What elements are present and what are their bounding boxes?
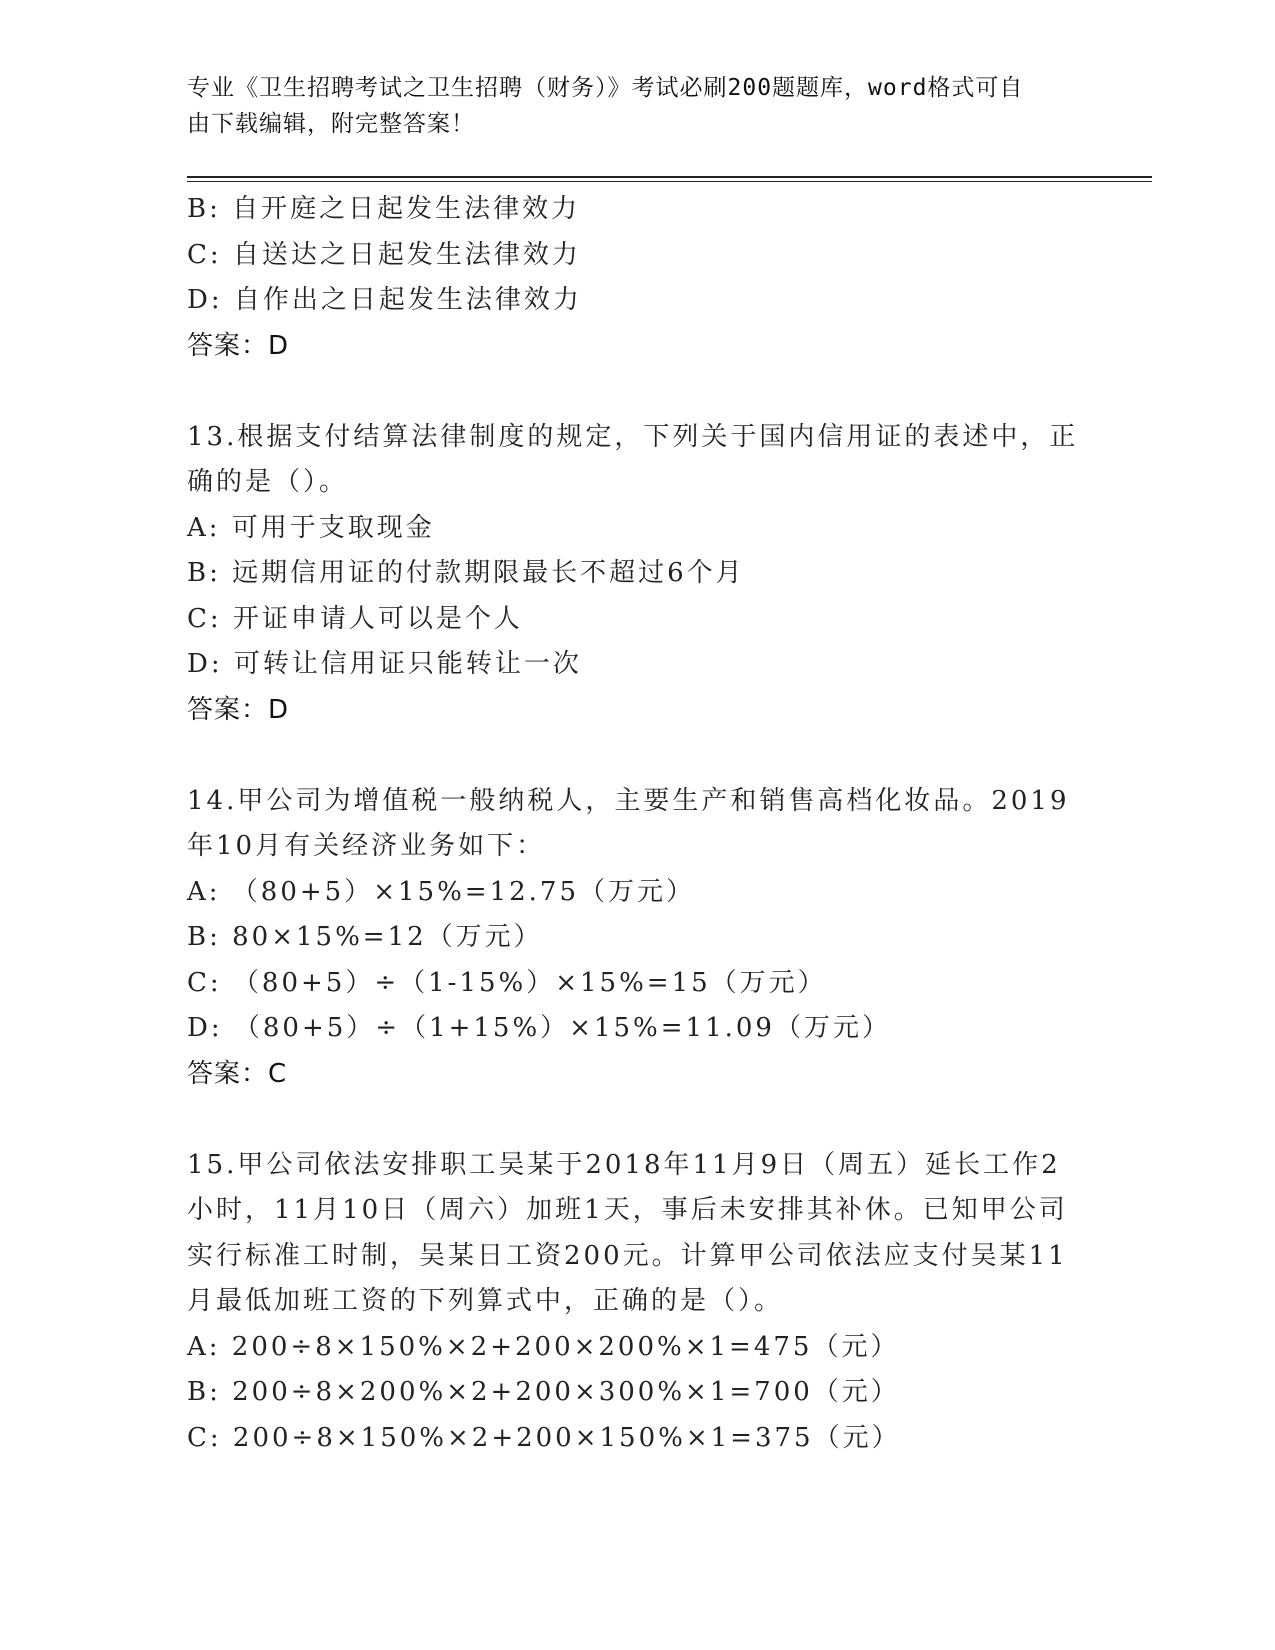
option-b: B: 自开庭之日起发生法律效力 bbox=[187, 194, 581, 224]
question-stem-line: 确的是（）。 bbox=[187, 467, 349, 497]
option-b: B: 80×15%=12（万元） bbox=[187, 922, 543, 952]
spacer bbox=[187, 369, 1087, 415]
option-c: C: 200÷8×150%×2+200×150%×1=375（元） bbox=[187, 1422, 901, 1453]
option-a: A: 200÷8×150%×2+200×200%×1=475（元） bbox=[187, 1331, 900, 1362]
header-line-2: 由下载编辑，附完整答案！ bbox=[187, 111, 475, 137]
option-c: C: 开证申请人可以是个人 bbox=[187, 603, 523, 634]
question-12 bbox=[187, 187, 1087, 369]
answer-line: 答案：C bbox=[187, 1058, 288, 1089]
question-stem-line: 年10月有关经济业务如下： bbox=[187, 831, 546, 861]
option-b: B: 200÷8×200%×2+200×300%×1=700（元） bbox=[187, 1377, 900, 1407]
question-13 bbox=[187, 415, 1087, 734]
option-b: B: 远期信用证的付款期限最长不超过6个月 bbox=[187, 558, 745, 588]
answer-line: 答案：D bbox=[187, 694, 290, 725]
spacer bbox=[187, 733, 1087, 779]
question-stem-line: 实行标准工时制，吴某日工资200元。计算甲公司依法应支付吴某11 bbox=[187, 1240, 1068, 1271]
question-15 bbox=[187, 1143, 1087, 1462]
header-rule-thick bbox=[187, 176, 1152, 178]
option-c: C: （80+5）÷（1-15%）×15%=15（万元） bbox=[187, 967, 827, 998]
option-d: D: 自作出之日起发生法律效力 bbox=[187, 285, 582, 315]
question-stem-line: 月最低加班工资的下列算式中，正确的是（）。 bbox=[187, 1286, 784, 1316]
question-stem-line: 13.根据支付结算法律制度的规定，下列关于国内信用证的表述中，正 bbox=[187, 421, 1079, 452]
spacer bbox=[187, 1097, 1087, 1143]
option-a: A: （80+5）×15%=12.75（万元） bbox=[187, 876, 696, 907]
question-14 bbox=[187, 779, 1087, 1098]
answer-line: 答案：D bbox=[187, 330, 290, 361]
option-a: A: 可用于支取现金 bbox=[187, 512, 435, 543]
option-d: D: （80+5）÷（1+15%）×15%=11.09（万元） bbox=[187, 1013, 891, 1043]
option-d: D: 可转让信用证只能转让一次 bbox=[187, 649, 582, 679]
header-line-1: 专业《卫生招聘考试之卫生招聘（财务）》考试必刷200题题库，word格式可自 bbox=[187, 75, 1024, 101]
header-rule-thin bbox=[187, 181, 1152, 182]
question-stem-line: 14.甲公司为增值税一般纳税人，主要生产和销售高档化妆品。2019 bbox=[187, 785, 1070, 816]
question-list bbox=[187, 187, 1087, 1461]
question-stem-line: 15.甲公司依法安排职工吴某于2018年11月9日（周五）延长工作2 bbox=[187, 1149, 1061, 1180]
option-c: C: 自送达之日起发生法律效力 bbox=[187, 239, 581, 270]
document-header bbox=[187, 70, 1067, 142]
question-stem-line: 小时，11月10日（周六）加班1天，事后未安排其补休。已知甲公司 bbox=[187, 1195, 1068, 1225]
